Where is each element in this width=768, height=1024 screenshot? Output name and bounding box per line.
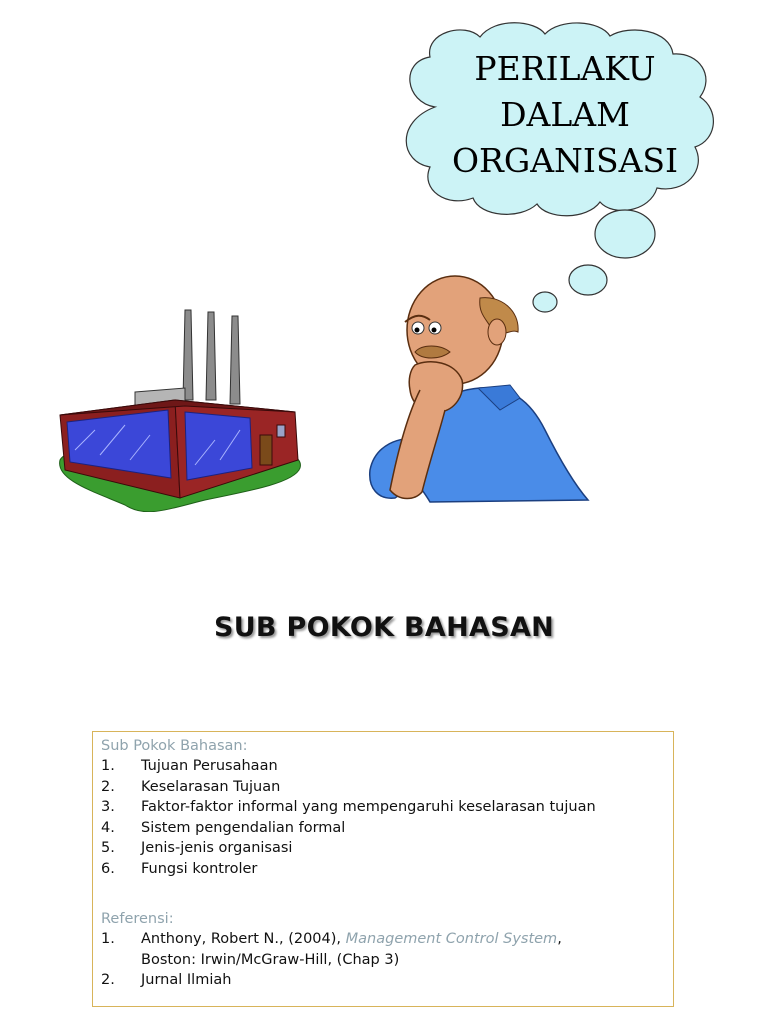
list-item: 2. Keselarasan Tujuan	[101, 778, 281, 795]
title-line-3: ORGANISASI	[451, 141, 679, 180]
reference-list	[101, 929, 665, 991]
list-item: 4. Sistem pengendalian formal	[101, 819, 346, 836]
list-item: 5. Jenis-jenis organisasi	[101, 840, 293, 856]
reference-author: Anthony, Robert N., (2004),	[141, 931, 346, 947]
list-item: 1. Tujuan Perusahaan	[101, 758, 278, 774]
slide-heading: SUB POKOK BAHASAN	[213, 612, 555, 643]
content-box	[92, 731, 674, 1007]
list-item: 6. Fungsi kontroler	[101, 860, 258, 877]
list-item: 1. Anthony, Robert N., (2004), Management Control System,	[101, 931, 562, 947]
list-item: 2. Jurnal Ilmiah	[101, 972, 232, 988]
title-line-1: PERILAKU	[474, 49, 656, 88]
title-line-2: DALAM	[500, 95, 630, 134]
slide-title-text	[440, 46, 690, 184]
references-label: Referensi:	[101, 911, 174, 927]
sub-topics-label: Sub Pokok Bahasan:	[101, 738, 248, 754]
factory-image	[55, 300, 305, 520]
thinking-man-image	[360, 270, 600, 515]
list-item: 3. Faktor-faktor informal yang mempengaruhi keselarasan tujuan	[101, 799, 596, 815]
reference-publisher: Boston: Irwin/McGraw-Hill, (Chap 3)	[141, 951, 400, 968]
topic-list	[101, 756, 665, 879]
slide-sub-topics	[0, 512, 768, 1024]
list-item	[101, 950, 665, 971]
reference-title: Management Control System	[345, 931, 558, 947]
